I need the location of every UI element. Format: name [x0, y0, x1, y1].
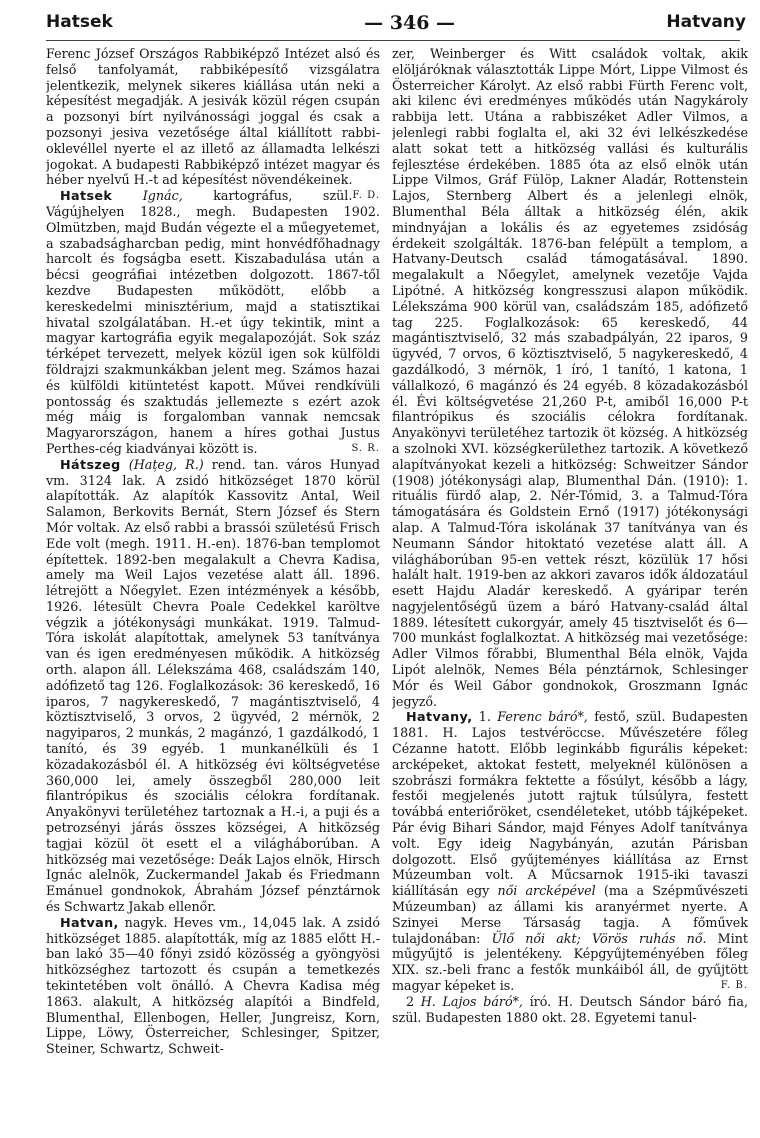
- entry-hatvany-ferenc: [392, 709, 748, 993]
- entry-number: 2: [406, 993, 415, 1009]
- entry-text: nagyk. Heves vm., 14,045 lak. A zsidó hitközséget 1885. alapították, míg az 1885 előtt H.-ban lakó 35—40 főnyi zsidó közösség a gyöngyösi hitközséghez tartozott és csupán a temetkezés tekintetében volt önálló. A Chevra Kadisa még 1863. alakult, A hitközség alapítói a Bindfeld, Blumenthal, Ellenbogen, Heller, Jungreisz, Korn, Lippe, Löwy, Österreicher, Schlesinger, Spitzer, Steiner, Schwartz, Schweit-: [46, 914, 380, 1057]
- headword: Hatvan,: [60, 914, 119, 930]
- entry-hatszeg: [46, 457, 380, 915]
- headword: Hatsek: [60, 188, 113, 204]
- entry-text: festő, szül. Budapesten 1881. H. Lajos testvéröccse. Művészetére főleg Cézanne hatott. Előbb leginkább figurális képeket: arcképeket, aktokat festett, melyeknél különösen a szobrászi formákra fektette a fősúlyt, később a lágy, festői megjelenés jutott rajtuk túlsúlyra, festett továbbá enteriőröket, csendéleteket, utóbb tájképeket. Pár évig Bihari Sándor, majd Fényes Adolf tanítványa volt. Egy ideig Nagybányán, azután Párisban dolgozott. Első gyűjteményes kiállítása az Ernst Múzeumban volt. A Műcsarnok 1915-iki tavaszi kiállításán egy: [392, 709, 748, 899]
- running-header: [46, 12, 746, 38]
- entry-text: író. H. Deutsch Sándor báró fia, szül. Budapesten 1880 okt. 28. Egyetemi tanul-: [392, 993, 748, 1025]
- entry-hatsek: [46, 188, 380, 457]
- author-signature: S. R.: [351, 442, 380, 454]
- header-rule: [46, 40, 740, 41]
- author-signature: F. B.: [720, 980, 748, 992]
- entry-alt-name: (Hațeg, R.): [128, 456, 204, 472]
- entry-hatvany-lajos: [392, 994, 748, 1026]
- author-signature: F. D.: [352, 190, 380, 202]
- entry-text: rend. tan. város Hunyad vm. 3124 lak. A zsidó hitközséget 1870 körül alapították. Az alapítók Kassovitz Antal, Weil Salamon, Berkovits Bernát, Stern József és Stern Mór voltak. Az első rabbi a brassói születésű Frisch Ede volt (megh. 1911. H.-en). 1876-ban templomot építettek. 1892-ben megalakult a Chevra Kadisa, amely ma Weil Lajos vezetése alatt áll. 1896. létrejött a Nőegylet. Ezen intézmények a később, 1926. létesült Chevra Poale Cedekkel karöltve végzik a jótékonysági munkákat. 1919. Talmud-Tóra iskolát alapítottak, amelynek 53 tanítványa van és igen eredményesen működik. A hitközség orth. alapon áll. Lélekszáma 468, családszám 140, adófizető tag 126. Foglalkozások: 36 kereskedő, 16 iparos, 7 nagykereskedő, 7 magántisztviselő, 4 köztisztviselő, 3 orvos, 2 ügyvéd, 2 mérnök, 2 nagyiparos, 2 munkás, 2 magánzó, 1 gazdálkodó, 1 tanító, és 39 egyéb. 1 munkanélküli és 1 közadakozásból él. A hitközség évi költségvetése 360,000 lei, amely összegből 280,000 leit filantrópikus és szociális célokra fordítanak. Anyakönyvi területéhez tartoznak a H.-i, a puji és a petrozsényi járás összes községei, A hitközség tagjai közül öt esett el a világháborúban. A hitközség mai vezetősége: Deák Lajos elnök, Hirsch Ignác alelnök, Zuckermandel Jakab és Friedmann Emánuel gondnokok, Ábrahám József pénztárnok és Schwartz Jakab ellenőr.: [46, 456, 380, 915]
- entry-number: 1.: [478, 709, 491, 725]
- right-column: [392, 46, 748, 1136]
- headword: Hátszeg: [60, 456, 121, 472]
- entry-text: Mint műgyűjtő is jelentékeny. Képgyűjteményében főleg XIX. sz.-beli franc a festők munkáiból áll, de gyűjtött magyar képeket is.: [392, 930, 748, 994]
- header-right-word: Hatvany: [666, 12, 746, 32]
- headword: Hatvany,: [406, 709, 473, 725]
- entry-text: (ma a Szépművészeti Múzeumban) az állami kis aranyérmet nyerte. A Szinyei Merse Társaság tagja. A főművek tulajdonában:: [392, 883, 748, 946]
- entry-hatvan-continued: [392, 46, 748, 709]
- entry-hatvan: [46, 915, 380, 1057]
- page-number: — 346 —: [364, 12, 456, 34]
- entry-text: zer, Weinberger és Witt családok voltak, akik elöljáróknak választották Lippe Mórt, Lippe Vilmost és Österreicher Károlyt. Az első rabbi Fürth Ferenc volt, aki kilenc évi eredményes működés után Nagykároly rabbija lett. Utána a rabbiszéket Adler Vilmos, a jelenlegi rabbi foglalta el, aki 32 évi lelkészkedése alatt sokat tett a hitközség vallási és kulturális fejlesztése érdekében. 1885 óta az első elnök után Lippe Vilmos, Gráf Fülöp, Lakner Aladár, Rottenstein Lajos, Sternberg Albert és a jelenlegi elnök, Blumenthal Béla álltak a hitközség élén, akik mindnyájan a lokális és az egyetemes zsidóság érdekeit szolgálták. 1876-ban felépült a templom, a Hatvany-Deutsch család támogatásával. 1890. megalakult a Nőegylet, amelynek vezetője Vajda Lipótné. A hitközség kongresszusi alapon működik. Lélekszáma 900 körül van, családszám 185, adófizető tag 225. Foglalkozások: 65 kereskedő, 44 magántisztviselő, 32 más szabadpályán, 22 iparos, 9 ügyvéd, 7 orvos, 6 köztisztviselő, 5 nagykereskedő, 4 gazdálkodó, 3 mérnök, 1 író, 1 tanító, 1 katona, 1 vállalkozó, 6 magánzó és 24 egyéb. 8 közadakozásból él. Évi költségvetése 21,260 P-t, amiből 16,000 P-t filantrópikus és szociális célokra fordítanak. Anyakönyvi területéhez tartozik öt község. A hitközség a szolnoki XVI. községkerülethez tartozik. A következő alapítványokat kezeli a hitközség: Schweitzer Sándor (1908) jótékonysági alap, Blumenthal Dán. (1910): 1. rituális fürdő alap, 2. Nér-Tómid, 3. a Talmud-Tóra támogatására és Goldstein Ernő (1917) jótékonysági alap. A Talmud-Tóra iskolának 37 tanítványa van és Neumann Sándor hitoktató vezetése alatt áll. A világháborúban 95-en vettek részt, közülük 17 hősi halált halt. 1919-ben az akkori zavaros idők áldozatául esett Hajdu Aladár kereskedő. A gyáripar terén nagyjelentőségű üzem a báró Hatvany-család által 1889. létesített cukorgyár, amely 45 tisztviselőt és 6—700 munkást foglalkoztat. A hitközség mai vezetősége: Adler Vilmos főrabbi, Blumenthal Béla elnök, Vajda Lipót alelnök, Nemes Béla pénztárnok, Schlesinger Mór és Weil Gábor gondnokok, Groszmann Ignác jegyző.: [392, 46, 748, 709]
- entry-name: Ignác,: [142, 188, 183, 204]
- entry-text: Ferenc József Országos Rabbiképző Intézet alsó és felső tanfolyamát, rabbiképesítő vizsgálatra jelentkezik, melynek sikeres kiállása után neki a képesítést megadják. A jesivák közül régen csupán a pozsonyi bírt nyilvánossági joggal és csak a pozsonyi jesiva vezetősége által kiállított rabbi-oklevéllel nyerte el az illető az államadta lelkészi jogokat. A budapesti Rabbiképző intézet magyar és héber nyelvű H.-t ad képesítést növendékeinek.: [46, 46, 380, 188]
- entry-text: kartográfus, szül. Vágújhelyen 1828., megh. Budapesten 1902. Olmützben, majd Budán végezte el a műegyetemet, a szabadságharcban pedig, mint honvédfőhadnagy harcolt és fogságba esett. Kiszabadulása után a bécsi geográfiai intézetben dolgozott. 1867-től kezdve Budapesten működött, előbb a kereskedelmi minisztérium, majd a statisztikai hivatal szolgálatában. H.-et úgy tekintik, mint a magyar kartográfia egyik megalapozóját. Sok száz térképet tervezett, melyek közül igen sok külföldi földrajzi szakmunkákban jelent meg. Számos hazai és külföldi kitüntetést kapott. Művei rendkívüli pontosság és szaktudás jellemezte s ezért azok még máig is forgalomban vannak nemcsak Magyarországon, hanem a híres gothai Justus Perthes-cég kiadványai között is.: [46, 188, 380, 456]
- entry-name: Ferenc báró*,: [497, 709, 588, 725]
- header-left-word: Hatsek: [46, 12, 113, 32]
- artwork-title: Ülő női akt; Vörös ruhás nő.: [491, 930, 707, 946]
- entry-name: H. Lajos báró*,: [420, 993, 523, 1009]
- artwork-title: női arcképével: [497, 883, 596, 899]
- left-column: [46, 46, 380, 1136]
